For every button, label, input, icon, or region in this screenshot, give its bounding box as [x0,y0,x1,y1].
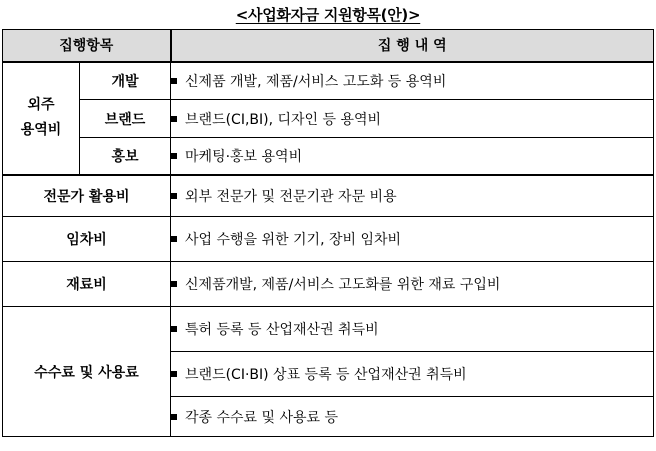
subitem-development: 개발 [80,62,171,100]
desc-expert-text: 외부 전문가 및 전문기관 자문 비용 [185,188,397,205]
square-bullet-icon [171,153,177,159]
table-row-rental [3,217,654,262]
document-title-text: <사업화자금 지원항목(안)> [235,6,421,24]
desc-brand-text: 브랜드(CI,BI), 디자인 등 용역비 [185,111,382,128]
desc-development [171,62,654,100]
square-bullet-icon [171,193,177,199]
desc-promotion [171,138,654,175]
subitem-brand: 브랜드 [80,100,171,138]
desc-fees-2 [171,352,654,397]
table-header-row [3,30,654,62]
support-items-table [2,29,654,437]
square-bullet-icon [171,281,177,287]
item-fees: 수수료 및 사용료 [3,307,171,437]
square-bullet-icon [171,116,177,122]
table-row-outsourcing-development [3,62,654,100]
item-rental: 임차비 [3,217,171,262]
desc-materials-text: 신제품개발, 제품/서비스 고도화를 위한 재료 구입비 [185,277,501,293]
table-row-outsourcing-brand [3,100,654,138]
square-bullet-icon [171,236,177,242]
desc-promotion-text: 마케팅·홍보 용역비 [185,148,303,165]
desc-rental-text: 사업 수행을 위한 기기, 장비 임차비 [185,232,402,248]
desc-brand [171,100,654,138]
table-row-outsourcing-promotion [3,138,654,175]
header-item-cell: 집행항목 [3,30,171,62]
group-label-outsourcing [3,62,80,175]
square-bullet-icon [171,414,177,420]
square-bullet-icon [171,78,177,84]
table-row-expert [3,175,654,217]
desc-materials [171,262,654,307]
desc-fees-3 [171,397,654,437]
item-materials: 재료비 [3,262,171,307]
item-expert: 전문가 활용비 [3,175,171,217]
square-bullet-icon [171,371,177,377]
table-row-materials [3,262,654,307]
square-bullet-icon [171,326,177,332]
table-row-fees-1 [3,307,654,352]
desc-rental [171,217,654,262]
desc-fees-1-text: 특허 등록 등 산업재산권 취득비 [185,322,379,338]
document-title [0,4,656,25]
desc-development-text: 신제품 개발, 제품/서비스 고도화 등 용역비 [185,73,447,90]
desc-fees-1 [171,307,654,352]
subitem-promotion: 홍보 [80,138,171,175]
desc-fees-3-text: 각종 수수료 및 사용료 등 [185,409,339,426]
desc-fees-2-text: 브랜드(CI·BI) 상표 등록 등 산업재산권 취득비 [185,367,467,383]
header-detail-cell: 집 행 내 역 [171,30,654,62]
group-label-outsourcing-text: 외주 용역비 [20,97,62,138]
desc-expert [171,175,654,217]
